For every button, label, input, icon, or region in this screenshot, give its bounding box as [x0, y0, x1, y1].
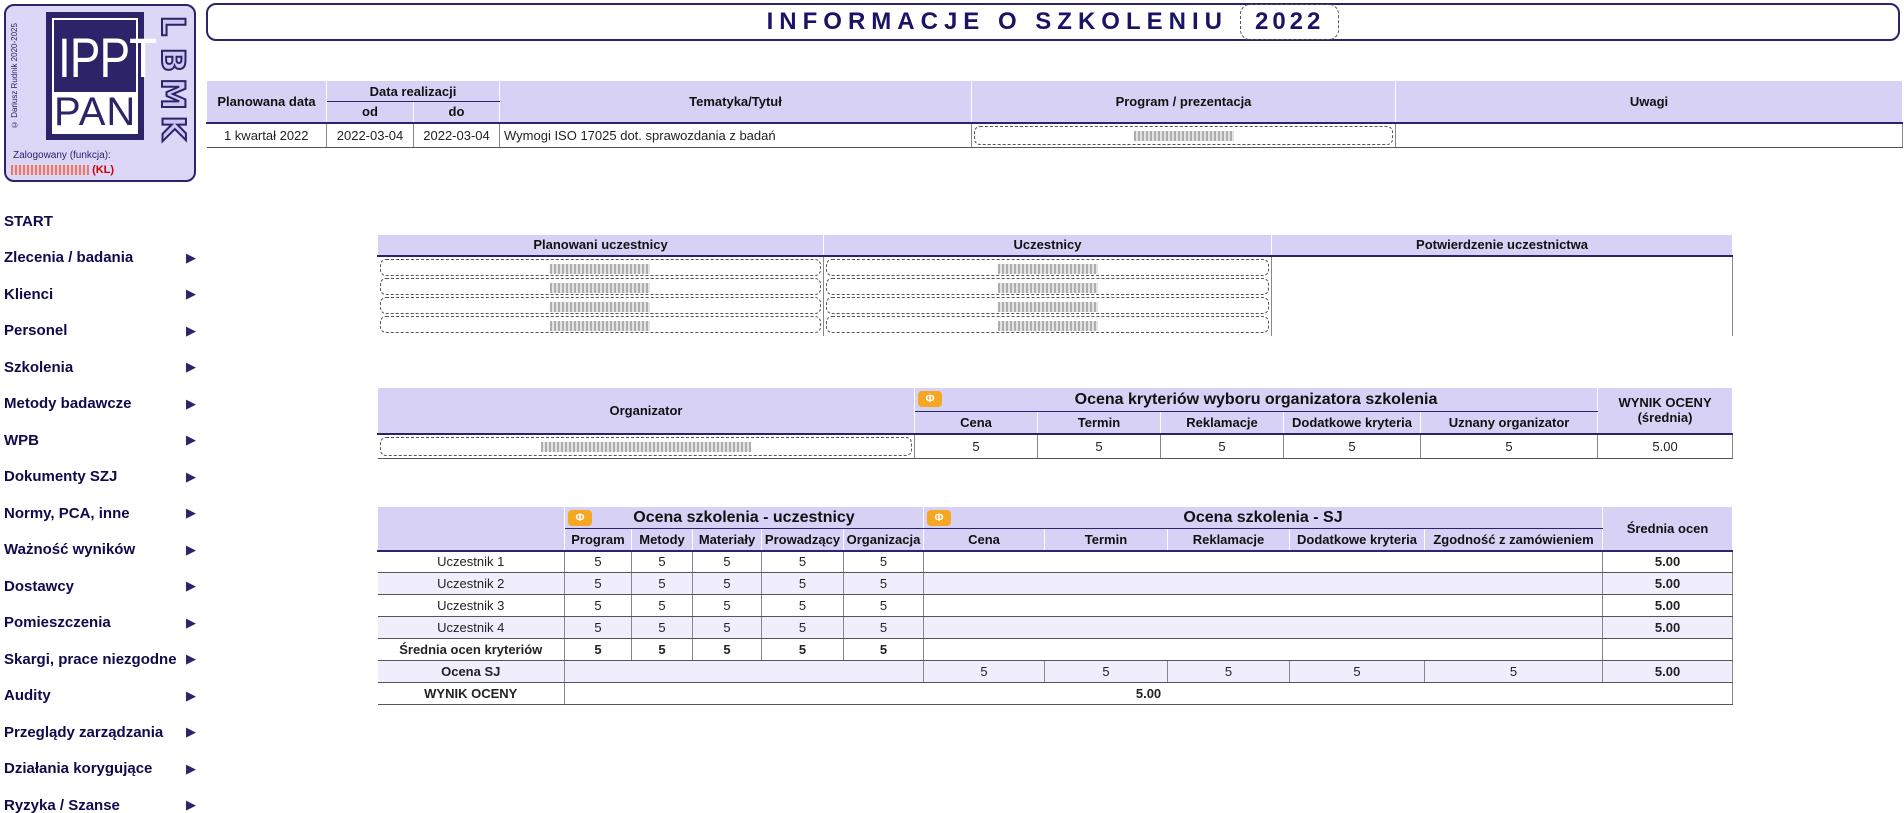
- sidebar-item-label: Ważność wyników: [4, 541, 136, 559]
- organizer-price-cell: 5: [915, 434, 1038, 459]
- average-cell: 5.00: [1603, 617, 1733, 639]
- chevron-right-icon: ▶: [186, 322, 196, 338]
- sj-conformity-cell: 5: [1425, 661, 1603, 683]
- sj-price-header: Cena: [924, 529, 1045, 551]
- program-rating-cell: 5: [565, 595, 632, 617]
- title-bar: [206, 3, 1900, 41]
- final-result-cell: 5.00: [565, 683, 1733, 705]
- login-user: [11, 164, 114, 176]
- program-rating-cell: 5: [565, 639, 632, 661]
- realization-date-header: Data realizacji: [327, 81, 500, 102]
- average-cell: 5.00: [1603, 661, 1733, 683]
- sj-complaints-cell: 5: [1168, 661, 1290, 683]
- methods-rating-cell: 5: [632, 595, 693, 617]
- participant-rating-row: [378, 551, 1733, 573]
- criteria-average-row: [378, 639, 1733, 661]
- organizer-criteria-title: Ocena kryteriów wyboru organizatora szkolenia: [1074, 390, 1438, 408]
- organizer-result-header: WYNIK OCENY (średnia): [1598, 388, 1733, 434]
- materials-rating-cell: 5: [693, 573, 762, 595]
- chevron-right-icon: ▶: [186, 395, 196, 411]
- sj-evaluation-header: [924, 507, 1603, 529]
- lbmk-letter: L: [153, 15, 192, 37]
- trainers-rating-header: Prowadzący: [762, 529, 844, 551]
- row-label: Średnia ocen kryteriów: [378, 639, 565, 661]
- evaluation-corner-header: [378, 507, 565, 551]
- empty-cell: [924, 639, 1603, 661]
- participants-evaluation-title: Ocena szkolenia - uczestnicy: [633, 508, 855, 526]
- date-to-cell: 2022-03-04: [414, 123, 500, 148]
- chevron-right-icon: ▶: [186, 797, 196, 813]
- lbmk-logo: [154, 10, 192, 144]
- sj-complaints-header: Reklamacje: [1168, 529, 1290, 551]
- training-info-table: [206, 80, 1903, 148]
- methods-rating-cell: 5: [632, 551, 693, 573]
- participants-cell: [824, 256, 1272, 336]
- sidebar-item[interactable]: [0, 787, 200, 813]
- program-rating-cell: 5: [565, 551, 632, 573]
- phi-badge-icon[interactable]: Φ: [927, 510, 951, 526]
- participants-table: [377, 234, 1733, 336]
- lbmk-letter: K: [153, 115, 192, 141]
- sidebar-item[interactable]: [0, 276, 200, 313]
- planned-participants-header: Planowani uczestnicy: [378, 235, 824, 256]
- planned-participant-3[interactable]: [380, 297, 822, 314]
- materials-rating-cell: 5: [693, 551, 762, 573]
- sidebar-item[interactable]: [0, 240, 200, 277]
- sidebar-item[interactable]: [0, 714, 200, 751]
- empty-cell: [1603, 639, 1733, 661]
- topic-cell: Wymogi ISO 17025 dot. sprawozdania z badań: [500, 123, 972, 148]
- trainers-rating-cell: 5: [762, 639, 844, 661]
- date-to-header: do: [414, 102, 500, 123]
- row-label: Uczestnik 3: [378, 595, 565, 617]
- average-cell: 5.00: [1603, 551, 1733, 573]
- sidebar-item-label: Normy, PCA, inne: [4, 504, 130, 522]
- sidebar-item[interactable]: [0, 349, 200, 386]
- organizer-header: Organizator: [378, 388, 915, 434]
- ippt-logo-frame: [52, 18, 157, 134]
- methods-rating-cell: 5: [632, 573, 693, 595]
- chevron-right-icon: ▶: [186, 651, 196, 667]
- chevron-right-icon: ▶: [186, 432, 196, 448]
- sidebar-item-label: Audity: [4, 687, 51, 705]
- trainers-rating-cell: 5: [762, 573, 844, 595]
- chevron-right-icon: ▶: [186, 286, 196, 302]
- trainers-rating-cell: 5: [762, 617, 844, 639]
- final-result-row: [378, 683, 1733, 705]
- program-header: Program / prezentacja: [972, 81, 1396, 123]
- recognized-organizer-header: Uznany organizator: [1421, 412, 1598, 434]
- planned-date-header: Planowana data: [207, 81, 327, 123]
- organizer-recognized-cell: 5: [1421, 434, 1598, 459]
- sidebar-item[interactable]: [0, 495, 200, 532]
- planned-participant-1[interactable]: [380, 259, 822, 276]
- sidebar-item-label: START: [4, 212, 53, 230]
- sj-rating-row: [378, 661, 1733, 683]
- participant-rating-row: [378, 573, 1733, 595]
- sidebar-item-label: Zlecenia / badania: [4, 249, 134, 267]
- chevron-right-icon: ▶: [186, 687, 196, 703]
- organization-rating-cell: 5: [844, 573, 924, 595]
- page-title: INFORMACJE O SZKOLENIU: [766, 8, 1228, 35]
- notes-header: Uwagi: [1396, 81, 1903, 123]
- program-cell: [972, 123, 1396, 148]
- average-cell: 5.00: [1603, 573, 1733, 595]
- sj-conformity-header: Zgodność z zamówieniem: [1425, 529, 1603, 551]
- chevron-right-icon: ▶: [186, 468, 196, 484]
- sidebar-item-label: Szkolenia: [4, 358, 74, 376]
- organizer-term-cell: 5: [1038, 434, 1161, 459]
- sidebar-item-label: Działania korygujące: [4, 760, 153, 778]
- confirmation-cell: [1272, 256, 1733, 336]
- organizer-result-cell: 5.00: [1598, 434, 1733, 459]
- phi-badge-icon[interactable]: Φ: [568, 510, 592, 526]
- complaints-header: Reklamacje: [1161, 412, 1284, 434]
- organization-rating-cell: 5: [844, 551, 924, 573]
- row-label: WYNIK OCENY: [378, 683, 565, 705]
- logo-panel: [4, 4, 196, 182]
- sidebar-item[interactable]: [0, 568, 200, 605]
- date-from-header: od: [327, 102, 414, 123]
- sidebar-item-label: Pomieszczenia: [4, 614, 111, 632]
- redacted-username: [11, 165, 89, 175]
- planned-date-cell: 1 kwartał 2022: [207, 123, 327, 148]
- planned-participant-4[interactable]: [380, 316, 822, 333]
- sidebar-item-label: Dostawcy: [4, 577, 75, 595]
- empty-cell: [565, 661, 924, 683]
- trainers-rating-cell: 5: [762, 551, 844, 573]
- organizer-cell: [378, 434, 915, 459]
- notes-cell: [1396, 123, 1903, 148]
- empty-cell: [924, 617, 1603, 639]
- row-label: Uczestnik 2: [378, 573, 565, 595]
- sidebar-item-label: Metody badawcze: [4, 395, 132, 413]
- organization-rating-header: Organizacja: [844, 529, 924, 551]
- chevron-right-icon: ▶: [186, 614, 196, 630]
- participant-1[interactable]: [826, 259, 1269, 276]
- sidebar-item[interactable]: [0, 751, 200, 788]
- pan-logo-text: PAN: [54, 90, 137, 134]
- copyright-text: © Dariusz Rudnik 2020-2025: [10, 23, 19, 129]
- organization-rating-cell: 5: [844, 617, 924, 639]
- empty-cell: [924, 595, 1603, 617]
- sidebar-item-label: WPB: [4, 431, 39, 449]
- sj-term-header: Termin: [1045, 529, 1168, 551]
- sidebar-item[interactable]: [0, 532, 200, 569]
- chevron-right-icon: ▶: [186, 724, 196, 740]
- planned-participant-2[interactable]: [380, 278, 822, 295]
- sidebar-item-label: Skargi, prace niezgodne: [4, 650, 177, 668]
- program-link[interactable]: [974, 126, 1393, 145]
- sidebar-item[interactable]: [0, 422, 200, 459]
- sj-evaluation-title: Ocena szkolenia - SJ: [1183, 508, 1343, 526]
- login-label: Zalogowany (funkcja):: [13, 150, 111, 161]
- participant-rating-row: [378, 617, 1733, 639]
- extra-criteria-header: Dodatkowe kryteria: [1284, 412, 1421, 434]
- sj-price-cell: 5: [924, 661, 1045, 683]
- planned-participants-cell: [378, 256, 824, 336]
- sidebar-item[interactable]: [0, 313, 200, 350]
- phi-badge-icon[interactable]: Φ: [918, 391, 942, 407]
- materials-rating-cell: 5: [693, 639, 762, 661]
- organization-rating-cell: 5: [844, 639, 924, 661]
- sidebar-item[interactable]: [0, 386, 200, 423]
- organization-rating-cell: 5: [844, 595, 924, 617]
- topic-header: Tematyka/Tytuł: [500, 81, 972, 123]
- sidebar-item[interactable]: [0, 641, 200, 678]
- materials-rating-header: Materiały: [693, 529, 762, 551]
- ippt-logo-text: IPPT: [58, 26, 157, 90]
- participants-header: Uczestnicy: [824, 235, 1272, 256]
- sj-extra-header: Dodatkowe kryteria: [1290, 529, 1425, 551]
- organizer-link[interactable]: [380, 437, 913, 456]
- program-rating-cell: 5: [565, 617, 632, 639]
- confirmation-header: Potwierdzenie uczestnictwa: [1272, 235, 1733, 256]
- sidebar-item-label: Klienci: [4, 285, 54, 303]
- evaluation-body: [378, 551, 1733, 705]
- organizer-extra-cell: 5: [1284, 434, 1421, 459]
- price-header: Cena: [915, 412, 1038, 434]
- sj-term-cell: 5: [1045, 661, 1168, 683]
- participant-4[interactable]: [826, 316, 1269, 333]
- sidebar-item[interactable]: [0, 605, 200, 642]
- organizer-complaints-cell: 5: [1161, 434, 1284, 459]
- trainers-rating-cell: 5: [762, 595, 844, 617]
- average-header: Średnia ocen: [1603, 507, 1733, 551]
- methods-rating-cell: 5: [632, 617, 693, 639]
- participant-3[interactable]: [826, 297, 1269, 314]
- row-label: Ocena SJ: [378, 661, 565, 683]
- chevron-right-icon: ▶: [186, 541, 196, 557]
- methods-rating-cell: 5: [632, 639, 693, 661]
- chevron-right-icon: ▶: [186, 578, 196, 594]
- sidebar-item[interactable]: [0, 459, 200, 496]
- organizer-criteria-header: [915, 388, 1598, 412]
- sidebar-item-label: Przeglądy zarządzania: [4, 723, 164, 741]
- average-cell: 5.00: [1603, 595, 1733, 617]
- chevron-right-icon: ▶: [186, 505, 196, 521]
- methods-rating-header: Metody: [632, 529, 693, 551]
- date-from-cell: 2022-03-04: [327, 123, 414, 148]
- lbmk-letter: B: [153, 47, 192, 73]
- empty-cell: [924, 551, 1603, 573]
- empty-cell: [924, 573, 1603, 595]
- program-rating-header: Program: [565, 529, 632, 551]
- sidebar-item-label: Dokumenty SZJ: [4, 468, 118, 486]
- sidebar-item[interactable]: [0, 203, 200, 240]
- sj-extra-cell: 5: [1290, 661, 1425, 683]
- row-label: Uczestnik 4: [378, 617, 565, 639]
- materials-rating-cell: 5: [693, 617, 762, 639]
- participants-evaluation-header: [565, 507, 924, 529]
- materials-rating-cell: 5: [693, 595, 762, 617]
- participant-2[interactable]: [826, 278, 1269, 295]
- row-label: Uczestnik 1: [378, 551, 565, 573]
- participant-rating-row: [378, 595, 1733, 617]
- chevron-right-icon: ▶: [186, 760, 196, 776]
- year-selector[interactable]: 2022: [1240, 4, 1339, 40]
- organizer-table: [377, 387, 1733, 459]
- evaluation-table: [377, 506, 1733, 705]
- sidebar-menu: [0, 203, 200, 813]
- ippt-pan-logo: [46, 12, 157, 140]
- term-header: Termin: [1038, 412, 1161, 434]
- sidebar-item[interactable]: [0, 678, 200, 715]
- sidebar-item-label: Ryzyka / Szanse: [4, 796, 120, 813]
- program-rating-cell: 5: [565, 573, 632, 595]
- sidebar-item-label: Personel: [4, 322, 68, 340]
- chevron-right-icon: ▶: [186, 249, 196, 265]
- chevron-right-icon: ▶: [186, 359, 196, 375]
- lbmk-letter: M: [154, 78, 192, 110]
- login-role: (KL): [92, 164, 115, 176]
